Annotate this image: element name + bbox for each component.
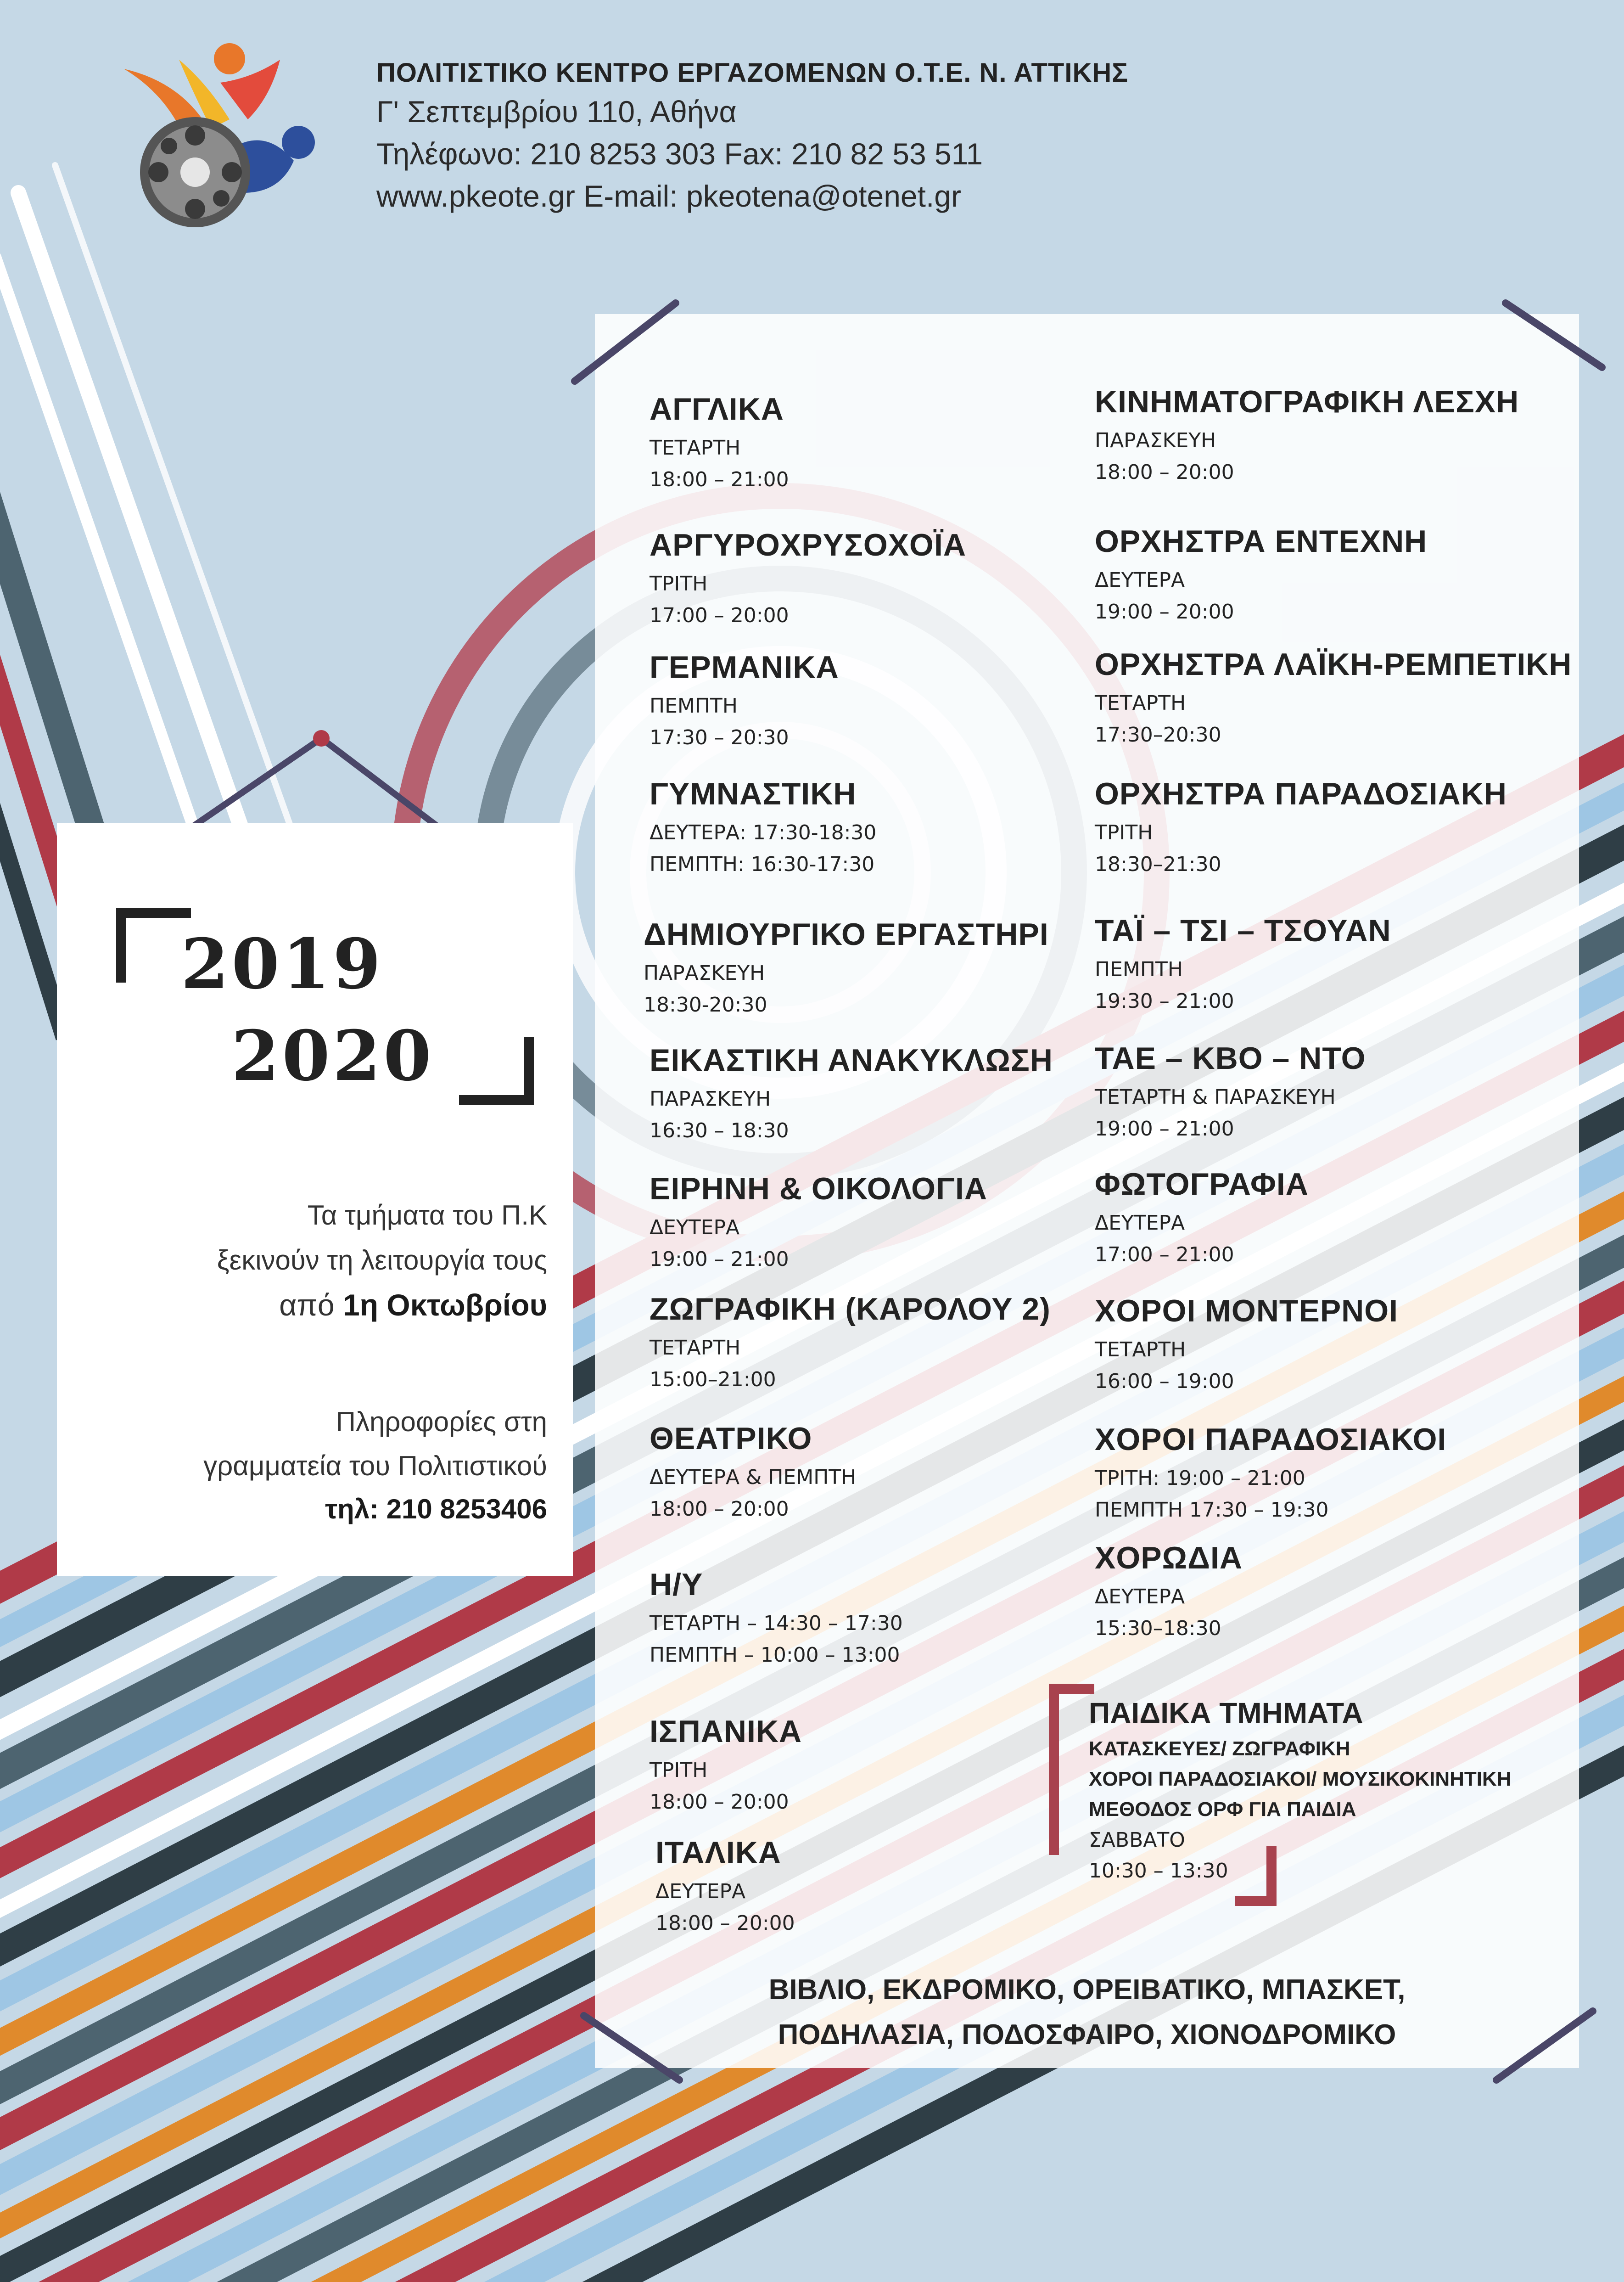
course-day: ΔΕΥΤΕΡΑ	[1095, 568, 1185, 592]
start-date-prefix: από	[279, 1288, 335, 1322]
course-time: 16:30 – 18:30	[650, 1119, 789, 1142]
course-time: 17:30–20:30	[1095, 723, 1221, 747]
course-day: ΠΑΡΑΣΚΕΥΗ	[650, 1087, 771, 1111]
contact-phone: τηλ: 210 8253406	[325, 1494, 547, 1524]
course-day: ΠΑΡΑΣΚΕΥΗ	[644, 961, 765, 985]
course-time: ΠΕΜΠΤΗ 17:30 – 19:30	[1095, 1498, 1329, 1522]
contact-text-line: Πληροφορίες στη	[336, 1406, 547, 1437]
contact-text-line: γραμματεία του Πολιτιστικού	[203, 1450, 547, 1481]
course-choir	[1095, 1540, 1243, 1640]
course-time: 15:30–18:30	[1095, 1617, 1221, 1640]
course-silversmithing	[650, 527, 966, 627]
course-day: ΔΕΥΤΕΡΑ	[650, 1216, 740, 1239]
course-day: ΔΕΥΤΕΡΑ: 17:30-18:30	[650, 821, 877, 844]
extra-activities	[595, 1967, 1579, 2057]
course-time: 16:00 – 19:00	[1095, 1370, 1234, 1393]
course-time: 17:30 – 20:30	[650, 726, 789, 749]
course-photography	[1095, 1166, 1309, 1266]
course-title: Η/Υ	[650, 1567, 703, 1602]
course-day: ΤΡΙΤΗ	[1095, 821, 1153, 844]
course-title: ΟΡΧΗΣΤΡΑ ΛΑΪΚΗ-ΡΕΜΠΕΤΙΚΗ	[1095, 647, 1572, 682]
course-modern-dance	[1095, 1293, 1398, 1393]
course-title: ΧΟΡΟΙ ΜΟΝΤΕΡΝΟΙ	[1095, 1293, 1399, 1328]
course-title: ΙΤΑΛΙΚΑ	[655, 1835, 781, 1870]
course-day: ΤΕΤΑΡΤΗ	[1095, 691, 1186, 715]
course-art-orchestra	[1095, 523, 1427, 624]
course-time: ΠΕΜΠΤΗ – 10:00 – 13:00	[650, 1643, 900, 1667]
year-end: 2020	[231, 1016, 434, 1096]
course-time: 17:00 – 20:00	[650, 604, 789, 627]
course-day: ΔΕΥΤΕΡΑ & ΠΕΜΠΤΗ	[650, 1466, 857, 1489]
course-time: 15:00–21:00	[650, 1368, 776, 1391]
course-title: ΟΡΧΗΣΤΡΑ ΕΝΤΕΧΝΗ	[1095, 524, 1428, 559]
course-film-club	[1095, 384, 1519, 484]
course-time: ΠΕΜΠΤΗ: 16:30-17:30	[650, 853, 875, 876]
course-title: ΚΙΝΗΜΑΤΟΓΡΑΦΙΚΗ ΛΕΣΧΗ	[1095, 384, 1519, 419]
course-tai-chi	[1095, 913, 1391, 1013]
course-time: 19:00 – 21:00	[1095, 1117, 1234, 1141]
course-english	[650, 391, 789, 491]
course-title: ΕΙΡΗΝΗ & ΟΙΚΟΛΟΓΙΑ	[650, 1171, 987, 1206]
course-art-recycling	[650, 1042, 1053, 1142]
course-time: 19:00 – 21:00	[650, 1248, 789, 1271]
kids-title: ΠΑΙΔΙΚΑ ΤΜΗΜΑΤΑ	[1089, 1697, 1363, 1730]
start-text-line: ξεκινούν τη λειτουργία τους	[217, 1245, 547, 1276]
course-title: ΧΟΡΩΔΙΑ	[1095, 1540, 1243, 1575]
course-title: ΘΕΑΤΡΙΚΟ	[650, 1421, 812, 1456]
course-day: ΔΕΥΤΕΡΑ	[1095, 1211, 1185, 1235]
kids-item: ΧΟΡΟΙ ΠΑΡΑΔΟΣΙΑΚΟΙ/ ΜΟΥΣΙΚΟΚΙΝΗΤΙΚΗ	[1089, 1768, 1512, 1790]
course-title: ΑΓΓΛΙΚΑ	[650, 392, 784, 427]
course-day: ΤΡΙΤΗ	[650, 1759, 708, 1782]
course-day: ΤΕΤΑΡΤΗ	[1095, 1338, 1186, 1361]
course-peace-ecology	[650, 1171, 987, 1271]
course-gymnastics	[650, 776, 876, 876]
course-spanish	[650, 1714, 802, 1814]
course-day: ΤΡΙΤΗ	[650, 572, 708, 596]
course-title: ΓΕΡΜΑΝΙΚΑ	[650, 650, 839, 685]
kids-time: 10:30 – 13:30	[1089, 1859, 1228, 1883]
course-day: ΠΑΡΑΣΚΕΥΗ	[1095, 429, 1216, 452]
course-time: 18:00 – 20:00	[1095, 461, 1234, 484]
course-taekwondo	[1095, 1040, 1366, 1141]
header-website-email: www.pkeote.gr E-mail: pkeotena@otenet.gr	[376, 179, 961, 213]
course-time: 18:00 – 20:00	[650, 1497, 789, 1521]
kids-day: ΣΑΒΒΑΤΟ	[1089, 1828, 1185, 1852]
course-day: ΤΕΤΑΡΤΗ & ΠΑΡΑΣΚΕΥΗ	[1095, 1085, 1336, 1109]
course-italian	[655, 1835, 795, 1935]
course-time: 17:00 – 21:00	[1095, 1243, 1234, 1266]
course-day: ΔΕΥΤΕΡΑ	[655, 1880, 746, 1903]
kids-section	[1089, 1696, 1512, 1883]
start-text-line: Τα τμήματα του Π.Κ	[307, 1200, 547, 1231]
course-day: ΠΕΜΠΤΗ	[1095, 958, 1183, 981]
kids-item: ΜΕΘΟΔΟΣ ΟΡΦ ΓΙΑ ΠΑΙΔΙΑ	[1089, 1798, 1356, 1821]
course-time: 18:00 – 21:00	[650, 468, 789, 491]
kids-item: ΚΑΤΑΣΚΕΥΕΣ/ ΖΩΓΡΑΦΙΚΗ	[1089, 1737, 1350, 1760]
header-phone-fax: Τηλέφωνο: 210 8253 303 Fax: 210 82 53 511	[376, 137, 983, 171]
extra-activities-line: ΒΙΒΛΙΟ, ΕΚΔΡΟΜΙΚΟ, ΟΡΕΙΒΑΤΙΚΟ, ΜΠΑΣΚΕΤ,	[768, 1974, 1406, 2006]
course-traditional-orchestra	[1095, 776, 1507, 876]
course-painting	[650, 1291, 1051, 1391]
course-day: ΔΕΥΤΕΡΑ	[1095, 1585, 1185, 1608]
course-day: ΤΕΤΑΡΤΗ – 14:30 – 17:30	[650, 1612, 903, 1635]
organization-name: ΠΟΛΙΤΙΣΤΙΚΟ ΚΕΝΤΡΟ ΕΡΓΑΖΟΜΕΝΩΝ Ο.Τ.Ε. Ν. ΑΤΤΙΚΗΣ	[376, 58, 1129, 88]
course-traditional-dance	[1095, 1422, 1446, 1522]
course-folk-orchestra	[1095, 646, 1572, 747]
course-creative-workshop	[644, 916, 1049, 1017]
start-date-line	[279, 1287, 547, 1322]
course-title: ΑΡΓΥΡΟΧΡΥΣΟΧΟΪΑ	[650, 528, 966, 562]
course-theatre	[650, 1421, 856, 1521]
course-day: ΤΕΤΑΡΤΗ	[650, 1336, 741, 1360]
course-title: ΖΩΓΡΑΦΙΚΗ (ΚΑΡΟΛΟΥ 2)	[650, 1292, 1051, 1326]
course-title: ΕΙΚΑΣΤΙΚΗ ΑΝΑΚΥΚΛΩΣΗ	[650, 1043, 1053, 1078]
logo-icon	[115, 41, 321, 230]
start-date: 1η Οκτωβρίου	[342, 1288, 547, 1322]
year-start: 2019	[181, 924, 384, 1005]
extra-activities-line: ΠΟΔΗΛΑΣΙΑ, ΠΟΔΟΣΦΑΙΡΟ, ΧΙΟΝΟΔΡΟΜΙΚΟ	[778, 2019, 1396, 2051]
course-title: ΟΡΧΗΣΤΡΑ ΠΑΡΑΔΟΣΙΑΚΗ	[1095, 776, 1507, 811]
course-day: ΤΡΙΤΗ: 19:00 – 21:00	[1095, 1467, 1305, 1490]
course-title: ΤΑΪ – ΤΣΙ – ΤΣΟΥΑΝ	[1095, 913, 1391, 948]
header-address: Γ' Σεπτεμβρίου 110, Αθήνα	[376, 95, 737, 129]
course-time: 18:30-20:30	[644, 993, 767, 1017]
course-title: ΧΟΡΟΙ ΠΑΡΑΔΟΣΙΑΚΟΙ	[1095, 1422, 1447, 1457]
info-box	[57, 823, 573, 1576]
course-computers	[650, 1567, 903, 1667]
course-title: ΦΩΤΟΓΡΑΦΙΑ	[1095, 1167, 1309, 1202]
course-time: 18:30–21:30	[1095, 853, 1221, 876]
course-german	[650, 649, 839, 749]
course-title: ΙΣΠΑΝΙΚΑ	[650, 1714, 802, 1749]
course-time: 18:00 – 20:00	[650, 1790, 789, 1814]
course-time: 19:00 – 20:00	[1095, 600, 1234, 624]
course-day: ΤΕΤΑΡΤΗ	[650, 436, 741, 460]
course-time: 18:00 – 20:00	[655, 1911, 795, 1935]
course-time: 19:30 – 21:00	[1095, 989, 1234, 1013]
course-title: ΔΗΜΙΟΥΡΓΙΚΟ ΕΡΓΑΣΤΗΡΙ	[644, 917, 1049, 952]
course-title: ΤΑΕ – ΚΒΟ – ΝΤΟ	[1095, 1041, 1366, 1076]
course-day: ΠΕΜΠΤΗ	[650, 694, 738, 718]
course-title: ΓΥΜΝΑΣΤΙΚΗ	[650, 776, 857, 811]
